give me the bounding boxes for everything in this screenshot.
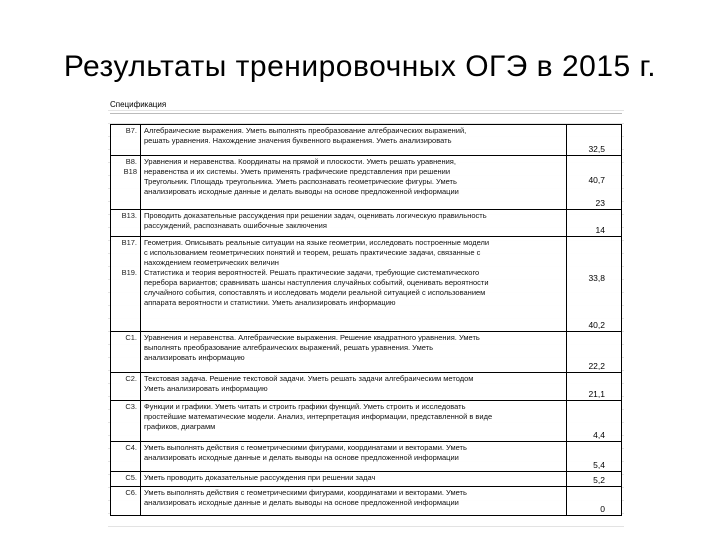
result-value: 33,8 40,2	[588, 273, 605, 330]
table-row	[110, 487, 622, 516]
task-code: С1.	[111, 332, 141, 372]
task-code: С6.	[111, 487, 141, 515]
table-row	[110, 210, 622, 237]
result-value: 5,4	[593, 460, 605, 470]
task-description: Уметь выполнять действия с геометрическими фигурами, координатами и векторами. Уметь анализировать исходные данные и делать выводы на основе предложенной информации	[141, 442, 567, 471]
task-code: В8. В18	[111, 156, 141, 209]
result-value: 22,2	[588, 361, 605, 371]
result-value: 32,5	[588, 144, 605, 154]
task-description: Проводить доказательные рассуждения при решении задач, оценивать логическую правильность рассуждений, распознавать ошибочные заключения	[141, 210, 567, 236]
task-code: В7.	[111, 125, 141, 155]
results-table	[110, 124, 622, 516]
table-row	[110, 125, 622, 156]
result-value: 5,2	[593, 475, 605, 485]
extra-value: 33,8	[588, 273, 605, 283]
result-value: 14	[595, 225, 605, 235]
task-description: Алгебраические выражения. Уметь выполнять преобразование алгебраических выражений, решать уравнения. Нахождение значения буквенного выражения. Уметь анализировать	[141, 125, 567, 155]
table-row	[110, 472, 622, 487]
result-value: 4,4	[593, 430, 605, 440]
table-row	[110, 442, 622, 472]
table-row	[110, 237, 622, 332]
slide-title: Результаты тренировочных ОГЭ в 2015 г.	[63, 50, 657, 83]
task-description: Уравнения и неравенства. Алгебраические выражения. Решение квадратного уравнения. Уметь выполнять преобразование алгебраических выражений, решать уравнения. Уметь анализировать информацию	[141, 332, 567, 372]
table-row	[110, 401, 622, 442]
task-code: С5.	[111, 472, 141, 486]
result-value: 0	[600, 504, 605, 514]
task-code: С2.	[111, 373, 141, 400]
result-value: 40,7 23	[588, 175, 605, 208]
task-description: Уравнения и неравенства. Координаты на прямой и плоскости. Уметь решать уравнения, неравенства и их системы. Уметь применять графические представления при решении Треугольник. Площадь треугольника. Уметь распознавать геометрические фигуры. Уметь анализировать исходные данные и делать выводы на основе предложенной информации	[141, 156, 567, 209]
task-code: С4.	[111, 442, 141, 471]
table-row	[110, 156, 622, 210]
task-code: В17. В19.	[111, 237, 141, 331]
spreadsheet-image	[108, 98, 624, 536]
task-description: Уметь выполнять действия с геометрическими фигурами, координатами и векторами. Уметь анализировать исходные данные и делать выводы на основе предложенной информации	[141, 487, 567, 515]
task-description: Уметь проводить доказательные рассуждения при решении задач	[141, 472, 567, 486]
task-description: Геометрия. Описывать реальные ситуации на языке геометрии, исследовать построенные модели с использованием геометрических понятий и теорем, решать практические задачи, связанные с нахождением геометрических величин Статистика и теория вероятностей. Решать практические задачи, требующие систематического перебора вариантов; сравнивать шансы наступления случайных событий, оценивать вероятности случайного события, сопоставлять и исследовать модели реальной ситуацией с использованием аппарата вероятности и статистики. Уметь анализировать информацию	[141, 237, 567, 331]
table-row	[110, 373, 622, 401]
result-value: 21,1	[588, 389, 605, 399]
table-row	[110, 332, 622, 373]
sheet-divider	[110, 113, 622, 114]
sheet-caption: Спецификация	[110, 100, 167, 109]
task-code: С3.	[111, 401, 141, 441]
extra-value: 23	[595, 198, 605, 208]
task-code: В13.	[111, 210, 141, 236]
task-description: Функции и графики. Уметь читать и строить графики функций. Уметь строить и исследовать простейшие математические модели. Анализ, интерпретация информации, представленной в виде графиков, диаграмм	[141, 401, 567, 441]
task-description: Текстовая задача. Решение текстовой задачи. Уметь решать задачи алгебраическим методом Уметь анализировать информацию	[141, 373, 567, 400]
